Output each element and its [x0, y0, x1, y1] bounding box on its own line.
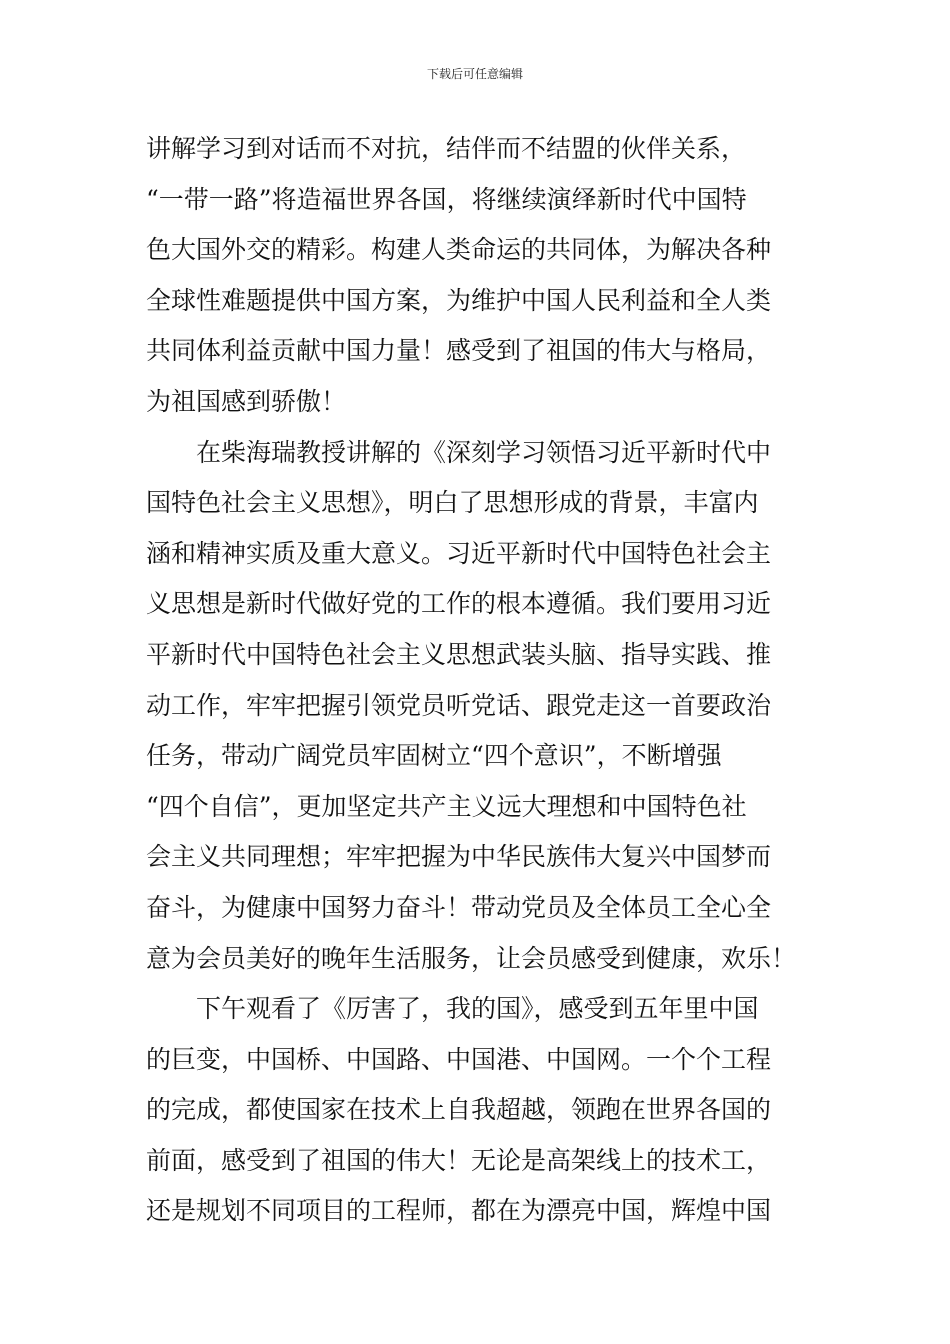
page-header-note: 下载后可任意编辑 — [426, 67, 523, 81]
text-line: 前面，感受到了祖国的伟大！无论是高架线上的技术工， — [146, 1145, 772, 1175]
paragraph-first-line: 在柴海瑞教授讲解的《深刻学习领悟习近平新时代中 — [196, 437, 772, 467]
text-line: 动工作，牢牢把握引领党员听党话、跟党走这一首要政治 — [146, 690, 772, 720]
text-line: 共同体利益贡献中国力量！感受到了祖国的伟大与格局， — [146, 336, 772, 366]
text-line: “一带一路”将造福世界各国，将继续演绎新时代中国特 — [146, 184, 747, 214]
text-line: 平新时代中国特色社会主义思想武装头脑、指导实践、推 — [146, 639, 772, 669]
text-line: 的巨变，中国桥、中国路、中国港、中国网。一个个工程 — [146, 1044, 772, 1074]
text-line: 色大国外交的精彩。构建人类命运的共同体，为解决各种 — [146, 235, 772, 265]
text-line: 意为会员美好的晚年生活服务，让会员感受到健康，欢乐！ — [146, 943, 797, 973]
document-body — [146, 124, 814, 1237]
text-line: “四个自信”，更加坚定共产主义远大理想和中国特色社 — [146, 791, 747, 821]
text-line: 的完成，都使国家在技术上自我超越，领跑在世界各国的 — [146, 1095, 772, 1125]
text-line: 讲解学习到对话而不对抗，结伴而不结盟的伙伴关系， — [146, 134, 747, 163]
text-line: 义思想是新时代做好党的工作的根本遵循。我们要用习近 — [146, 589, 772, 619]
text-line: 奋斗，为健康中国努力奋斗！带动党员及全体员工全心全 — [146, 892, 772, 922]
text-line: 还是规划不同项目的工程师，都在为漂亮中国，辉煌中国 — [146, 1196, 772, 1226]
text-line: 任务，带动广阔党员牢固树立“四个意识”，不断增强 — [146, 741, 722, 771]
text-line: 为祖国感到骄傲！ — [146, 386, 347, 416]
text-line: 涵和精神实质及重大意义。习近平新时代中国特色社会主 — [146, 538, 772, 568]
paragraph-first-line: 下午观看了《厉害了，我的国》，感受到五年里中国 — [196, 994, 759, 1024]
text-line: 全球性难题提供中国方案，为维护中国人民利益和全人类 — [146, 285, 772, 315]
text-line: 国特色社会主义思想》，明白了思想形成的背景，丰富内 — [146, 488, 759, 518]
text-line: 会主义共同理想；牢牢把握为中华民族伟大复兴中国梦而 — [146, 842, 772, 872]
